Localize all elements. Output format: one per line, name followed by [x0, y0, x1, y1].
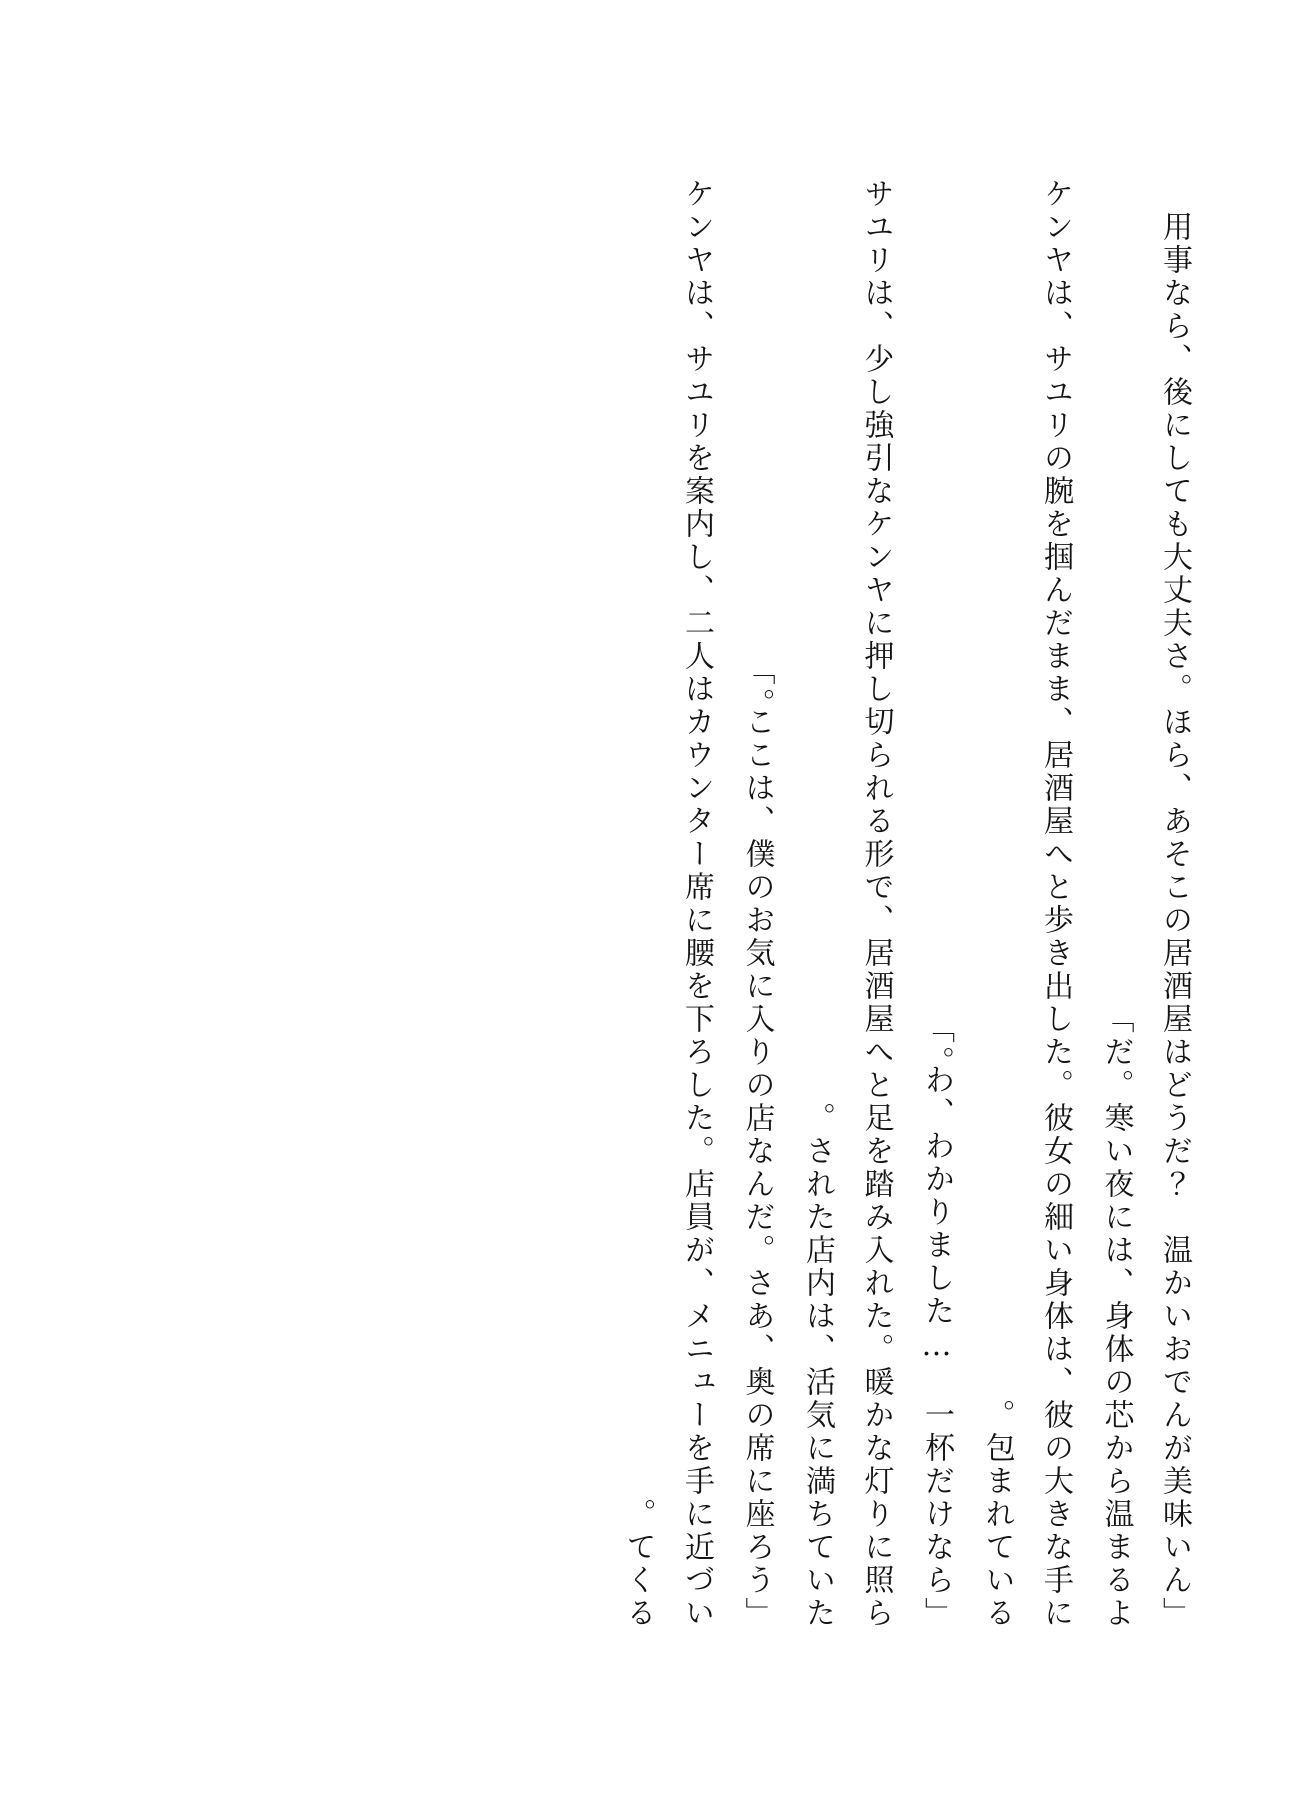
paragraph-1: 「用事なら、後にしても大丈夫さ。ほら、あそこの居酒屋はどうだ？ 温かいおでんが美味いんだ。寒い夜には、身体の芯から温まるよ」 — [1098, 211, 1192, 1630]
paragraph-2: ケンヤは、サユリの腕を掴んだまま、居酒屋へと歩き出した。彼女の細い身体は、彼の大きな手に包まれている。 — [979, 178, 1073, 1630]
paragraph-6: ケンヤは、サユリを案内し、二人はカウンター席に腰を下ろした。店員が、メニューを手に近づいてくる。 — [620, 178, 714, 1630]
paragraph-3: 「わ、わかりました… 一杯だけなら。」 — [919, 1013, 954, 1630]
paragraph-5: 「ここは、僕のお気に入りの店なんだ。さあ、奥の席に座ろう。」 — [739, 655, 775, 1630]
paragraph-4: サユリは、少し強引なケンヤに押し切られる形で、居酒屋へと足を踏み入れた。暖かな灯りに照らされた店内は、活気に満ちていた。 — [800, 178, 894, 1630]
vertical-text-block — [103, 150, 1203, 1630]
